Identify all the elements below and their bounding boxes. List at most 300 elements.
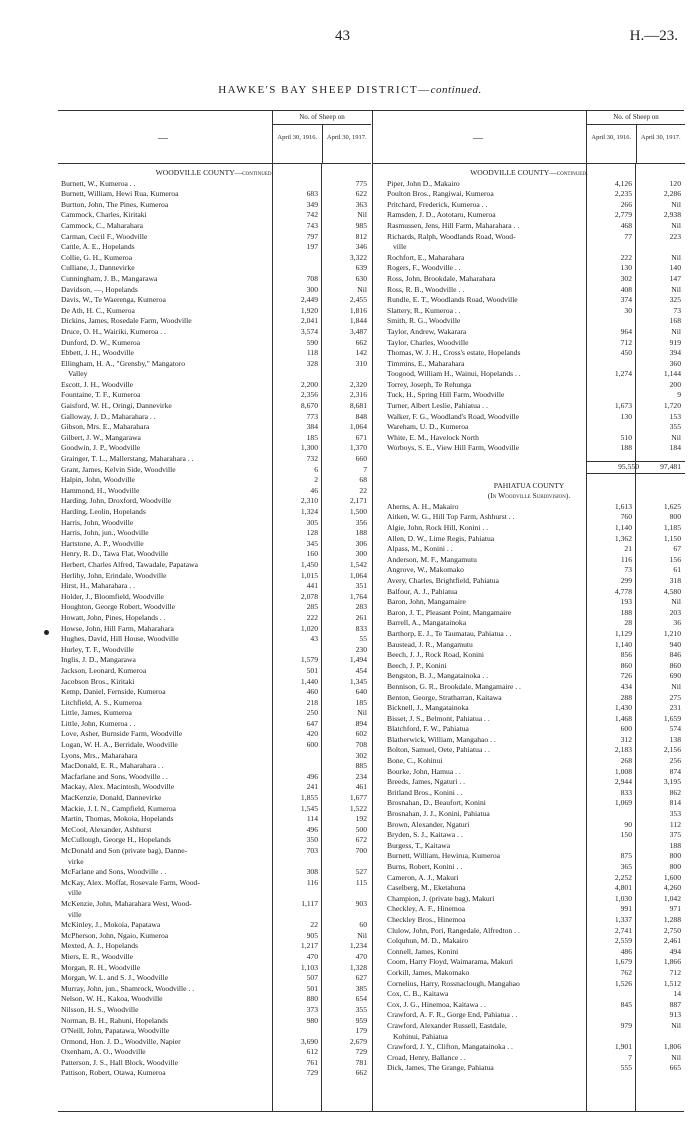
sheep-1917: 375 xyxy=(669,830,681,840)
table-row xyxy=(373,1032,685,1043)
owner-name: Pritchard, Frederick, Kumeroa . . xyxy=(387,199,488,209)
sheep-1916: 468 xyxy=(620,220,632,230)
page-title xyxy=(0,84,700,96)
sheep-1916: 773 xyxy=(306,411,318,421)
owner-name: Aherns, A. H., Makairo xyxy=(387,501,459,511)
sheep-1917: 887 xyxy=(669,999,681,1009)
owner-name: Croad, Henry, Ballance . . xyxy=(387,1052,466,1062)
owner-name: McPherson, John, Ngaio, Kumeroa xyxy=(61,930,169,940)
right-column xyxy=(372,111,685,1111)
sheep-1916: 130 xyxy=(620,263,632,273)
table-row xyxy=(373,327,685,338)
sheep-count-header xyxy=(586,111,685,163)
sheep-1916: 241 xyxy=(306,782,318,792)
sheep-1916: 285 xyxy=(306,602,318,612)
sheep-1917: 1,370 xyxy=(349,443,367,453)
sheep-1916 xyxy=(273,179,322,190)
table-row xyxy=(373,253,685,264)
sheep-1917: 318 xyxy=(669,575,681,585)
sheep-1917: 147 xyxy=(669,273,681,283)
sheep-1916: 1,337 xyxy=(614,914,632,924)
sheep-1916: 21 xyxy=(624,544,632,554)
owner-name: Caselberg, M., Eketahuna xyxy=(387,883,466,893)
owner-name: Escott, J. H., Woodville xyxy=(61,379,134,389)
sheep-1916 xyxy=(273,263,322,274)
table-row xyxy=(58,624,371,635)
sheep-1917: 903 xyxy=(355,898,367,908)
sheep-1916: 434 xyxy=(620,681,632,691)
margin-dot xyxy=(44,630,49,635)
sheep-1917: 639 xyxy=(355,263,367,273)
sheep-1916: 2,078 xyxy=(300,591,318,601)
sheep-1916: 3,690 xyxy=(300,1036,318,1046)
table-row xyxy=(58,390,371,401)
sheep-1917: Nil xyxy=(671,284,681,294)
sheep-1916: 845 xyxy=(620,999,632,1009)
title-continued: continued. xyxy=(430,84,482,96)
table-row xyxy=(58,963,371,974)
sheep-1916: 979 xyxy=(620,1020,632,1030)
sheep-1917: 913 xyxy=(669,1010,681,1020)
owner-name: Burns, Robert, Konini . . xyxy=(387,862,463,871)
owner-name: Dick, James, The Grange, Pahiatua xyxy=(387,1063,494,1073)
col-1917-header: April 30, 1917. xyxy=(636,125,686,163)
sheep-1916 xyxy=(587,841,636,852)
sheep-1916: 1,217 xyxy=(300,941,318,951)
table-row xyxy=(373,1042,685,1053)
sheep-1917: 184 xyxy=(669,443,681,453)
sheep-1916: 856 xyxy=(620,650,632,660)
table-row xyxy=(58,740,371,751)
table-row xyxy=(58,422,371,433)
table-row xyxy=(58,539,371,550)
sheep-1916 xyxy=(587,809,636,820)
sheep-1917: 4,580 xyxy=(663,586,681,596)
table-row xyxy=(373,274,685,285)
sheep-1917: 2,156 xyxy=(663,745,681,755)
table-row xyxy=(58,761,371,772)
table-row xyxy=(58,581,371,592)
sheep-1916: 1,855 xyxy=(300,793,318,803)
sheep-1916: 991 xyxy=(620,904,632,914)
owner-name: Bicknell, J., Mangatainoka xyxy=(387,703,469,713)
header-dash: — xyxy=(158,133,168,144)
owner-name: Holder, J., Bloomfield, Woodville xyxy=(61,591,164,601)
sheep-1917: 346 xyxy=(355,242,367,252)
owner-name: Cornelius, Harry, Rossnaclough, Mangahao xyxy=(387,978,520,988)
sheep-1916: 1,300 xyxy=(300,443,318,453)
sheep-1917: 385 xyxy=(355,983,367,993)
owner-name: Slattery, R., Kumeroa . . xyxy=(387,305,461,315)
section-title: WOODVILLE COUNTY—continued. xyxy=(155,168,274,177)
owner-name: Bengston, B. J., Mangatainoka . . xyxy=(387,671,489,681)
sheep-1917: 394 xyxy=(669,348,681,358)
table-row xyxy=(373,862,685,873)
sheep-1916: 880 xyxy=(306,994,318,1004)
sheep-1916: 501 xyxy=(306,665,318,675)
sheep-1917: 140 xyxy=(669,263,681,273)
owner-name: Hirst, H., Maharahara . . xyxy=(61,581,136,591)
sheep-1916: 1,430 xyxy=(614,703,632,713)
sheep-1917: 454 xyxy=(355,665,367,675)
sheep-1917: 306 xyxy=(355,538,367,548)
owner-name: McCullough, George H., Hopelands xyxy=(61,835,171,845)
sheep-1916: 1,468 xyxy=(614,713,632,723)
owner-name: Logan, W. H. A., Berridale, Woodville xyxy=(61,740,178,750)
section-title: WOODVILLE COUNTY—continued. xyxy=(470,168,588,177)
table-row xyxy=(373,285,685,296)
table-row xyxy=(373,724,685,735)
sheep-1916: 2,041 xyxy=(300,316,318,326)
table-row xyxy=(58,443,371,454)
owner-name: Burnett, W., Kumeroa . . xyxy=(61,178,136,188)
table-row xyxy=(58,613,371,624)
owner-name: Smith, R. G., Woodville xyxy=(387,316,461,326)
sheep-1917: 862 xyxy=(669,787,681,797)
table-row xyxy=(373,565,685,576)
sheep-1917: 671 xyxy=(355,432,367,442)
sheep-1916: 460 xyxy=(306,687,318,697)
owner-name: Culliane, J., Dannevirke xyxy=(61,263,135,273)
sheep-1916: 1,015 xyxy=(300,570,318,580)
owner-name: Beech, J. P., Konini xyxy=(387,660,447,670)
sheep-1916: 365 xyxy=(620,862,632,871)
left-rows xyxy=(58,164,371,1079)
owner-name: McKenzie, John, Maharahara West, Wood- xyxy=(61,898,192,908)
table-row xyxy=(58,825,371,836)
sheep-1916: 600 xyxy=(620,724,632,734)
sheep-1917: 662 xyxy=(355,1068,367,1078)
sheep-1917 xyxy=(322,910,371,921)
owner-name: Algie, John, Rock Hill, Konini . . xyxy=(387,523,489,532)
sheep-1916: 726 xyxy=(620,671,632,681)
table-row xyxy=(58,475,371,486)
sheep-1916: 266 xyxy=(620,199,632,209)
table-row xyxy=(58,772,371,783)
owner-name: Wareham, U. D., Kumeroa xyxy=(387,422,469,432)
sheep-1917: 275 xyxy=(669,692,681,702)
table-row xyxy=(58,751,371,762)
sheep-1917: 1,806 xyxy=(663,1042,681,1052)
sheep-1917: 574 xyxy=(669,724,681,734)
sheep-1917: 22 xyxy=(359,485,367,495)
owner-name: Harding, Leolin, Hopelands xyxy=(61,507,146,516)
sheep-1917: 168 xyxy=(669,316,681,326)
sheep-1917: 355 xyxy=(669,422,681,432)
sheep-1916: 305 xyxy=(306,517,318,527)
sheep-1917 xyxy=(636,242,685,253)
owner-name: Clulow, John, Pori, Rangedale, Alfredton . . xyxy=(387,925,520,935)
table-row xyxy=(373,544,685,555)
owner-name: Jacobson Bros., Kiritaki xyxy=(61,676,135,686)
section-heading xyxy=(373,168,685,179)
sheep-1917: 660 xyxy=(355,454,367,464)
sheep-1917: 814 xyxy=(669,798,681,808)
owner-name: Tuck, H., Spring Hill Farm, Woodville xyxy=(387,390,505,400)
sheep-1916: 1,901 xyxy=(614,1042,632,1052)
sheep-1916 xyxy=(273,369,322,380)
sheep-1916 xyxy=(587,390,636,401)
sheep-count-header xyxy=(272,111,371,163)
owner-name: Avery, Charles, Brightfield, Pahiatua xyxy=(387,575,499,585)
table-row xyxy=(373,1063,685,1074)
sheep-1916: 420 xyxy=(306,729,318,739)
sheep-1916: 1,020 xyxy=(300,623,318,633)
table-row xyxy=(373,189,685,200)
owner-name: Davis, W., Te Waerenga, Kumeroa xyxy=(61,295,166,305)
sheep-1916 xyxy=(587,1010,636,1021)
owner-name: Crawford, Alexander Russell, Eastdale, xyxy=(387,1020,507,1030)
table-row xyxy=(58,433,371,444)
table-row xyxy=(58,729,371,740)
group-caption: No. of Sheep on xyxy=(587,111,685,125)
sheep-1917: 1,764 xyxy=(349,591,367,601)
right-table-header xyxy=(373,111,685,164)
section-heading xyxy=(373,481,685,492)
sheep-1916: 2,559 xyxy=(614,936,632,946)
owner-name: Mexted, A. J., Hopelands xyxy=(61,941,138,951)
sheep-1916: 116 xyxy=(620,554,632,564)
table-row xyxy=(58,263,371,274)
table-row xyxy=(373,915,685,926)
sheep-1917: 200 xyxy=(669,379,681,389)
sheep-1916: 312 xyxy=(620,734,632,744)
owner-name: Halpin, John, Woodville xyxy=(61,475,135,485)
sheep-1917: 848 xyxy=(355,411,367,421)
sheep-1916: 4,778 xyxy=(614,586,632,596)
owner-name: Allen, D. W., Lime Regis, Pahiatua xyxy=(387,533,495,543)
sheep-1917: 1,625 xyxy=(663,501,681,511)
table-row xyxy=(373,989,685,1000)
sheep-1916: 300 xyxy=(306,284,318,294)
owner-name: Macfarlane and Sons, Woodville . . xyxy=(61,771,168,781)
sheep-1916: 555 xyxy=(620,1063,632,1073)
sheep-1917: 690 xyxy=(669,671,681,681)
sheep-1916: 729 xyxy=(306,1068,318,1078)
sheep-1917: 500 xyxy=(355,824,367,834)
sheep-1916: 250 xyxy=(306,708,318,718)
owner-name: Balfour, A. J., Pahiatua xyxy=(387,586,458,596)
owner-name: Collie, G. H., Kumeroa xyxy=(61,252,133,262)
sheep-1916: 1,324 xyxy=(300,507,318,516)
table-row xyxy=(58,295,371,306)
table-row xyxy=(58,549,371,560)
sheep-1916: 1,920 xyxy=(300,305,318,315)
right-rows xyxy=(373,164,685,1074)
sheep-1916: 761 xyxy=(306,1057,318,1067)
table-row xyxy=(373,200,685,211)
sheep-1916: 90 xyxy=(624,819,632,829)
sheep-1917: 1,328 xyxy=(349,962,367,972)
owner-name: Mackie, J. I. N., Campfield, Kumeroa xyxy=(61,803,176,813)
sheep-1917: 138 xyxy=(669,734,681,744)
owner-name xyxy=(587,462,601,473)
table-row xyxy=(373,401,685,412)
owner-name: Crawford, J. Y., Clifton, Mangatainoka . . xyxy=(387,1042,513,1052)
sheep-1916: 2,741 xyxy=(614,925,632,935)
section-heading xyxy=(58,168,371,179)
table-row xyxy=(58,210,371,221)
owner-name: Baustead, J. R., Mangamutu xyxy=(387,639,473,649)
section-title: (In Woodville Subdivision). xyxy=(487,491,571,501)
sheep-1916: 1,450 xyxy=(300,559,318,569)
sheep-1916: 510 xyxy=(620,432,632,442)
owner-name: Rasmussen, Jens, Hill Farm, Maharahara . . xyxy=(387,220,520,230)
sheep-1916 xyxy=(587,380,636,391)
table-row xyxy=(373,221,685,232)
owner-name: Herlihy, John, Erindale, Woodville xyxy=(61,570,167,580)
owner-name: Ebbett, J. H., Woodville xyxy=(61,348,134,358)
owner-name: Lyons, Mrs., Maharahara xyxy=(61,750,138,760)
sheep-1916: 218 xyxy=(306,697,318,707)
table-row xyxy=(58,412,371,423)
table-row xyxy=(373,295,685,306)
sheep-1916: 450 xyxy=(620,348,632,358)
table-row xyxy=(58,496,371,507)
owner-name: Pattison, Robert, Otawa, Kumeroa xyxy=(61,1068,166,1078)
sheep-owners-table xyxy=(58,110,684,1112)
sheep-1916: 4,801 xyxy=(614,883,632,893)
sheep-1916: 1,103 xyxy=(300,962,318,972)
sheep-1916 xyxy=(273,253,322,264)
table-row xyxy=(58,973,371,984)
spacer xyxy=(373,454,685,461)
sheep-1917: 1,210 xyxy=(663,628,681,638)
sheep-1916: 8,670 xyxy=(300,401,318,411)
sheep-1916: 2,944 xyxy=(614,777,632,787)
sheep-1917: 470 xyxy=(355,951,367,961)
sheep-1916: 30 xyxy=(624,305,632,315)
owner-name: McDonald and Son (private bag), Danne- xyxy=(61,846,188,855)
table-row xyxy=(58,571,371,582)
sheep-1916: 760 xyxy=(620,512,632,522)
left-table-header xyxy=(58,111,371,164)
owner-name: Brosnahan, J. J., Konini, Pahiatua xyxy=(387,809,490,819)
table-row xyxy=(58,1047,371,1058)
owner-name: Ramsden, J. D., Aototaru, Kumeroa xyxy=(387,210,496,220)
sheep-1916: 703 xyxy=(306,846,318,855)
table-row xyxy=(58,804,371,815)
owner-name: Breeds, James, Ngaturi . . xyxy=(387,777,466,787)
owner-name: Carman, Cecil F., Woodville xyxy=(61,231,148,241)
table-row xyxy=(373,1000,685,1011)
sheep-1917: 622 xyxy=(355,189,367,199)
owner-name: Turner, Albert Leslie, Pahiatua . . xyxy=(387,401,488,411)
sheep-1917: Nil xyxy=(671,432,681,442)
page-number: 43 xyxy=(335,28,350,44)
table-row xyxy=(58,1026,371,1037)
table-row xyxy=(373,957,685,968)
sheep-1916: 1,117 xyxy=(301,898,318,908)
sheep-1917: 351 xyxy=(355,581,367,591)
owner-name: Poulton Bros., Rangiwai, Kumeroa xyxy=(387,189,494,199)
table-row xyxy=(58,952,371,963)
sheep-1917: 959 xyxy=(355,1015,367,1025)
owner-name: Worboys, S. E., View Hill Farm, Woodville xyxy=(387,443,519,453)
owner-name: Harris, John, jun., Woodville xyxy=(61,528,149,538)
sheep-1917: 230 xyxy=(355,644,367,654)
sheep-1916: 3,574 xyxy=(300,326,318,336)
sheep-1916: 43 xyxy=(310,634,318,644)
table-row xyxy=(373,640,685,651)
owner-name: ville xyxy=(68,909,82,919)
owner-name: Blatchford, F. W., Pahiatua xyxy=(387,724,469,734)
sheep-1917: 662 xyxy=(355,337,367,347)
sheep-1917: 919 xyxy=(669,337,681,347)
table-row xyxy=(58,359,371,370)
table-row xyxy=(373,587,685,598)
owner-name: Taylor, Charles, Woodville xyxy=(387,337,469,347)
col-1916-header: April 30, 1916. xyxy=(277,134,318,141)
table-row xyxy=(373,306,685,317)
sheep-1916: 95,550 xyxy=(618,462,639,472)
owner-name: Harding, John, Droxford, Woodville xyxy=(61,496,172,506)
sheep-1917: 8,681 xyxy=(349,401,367,411)
owner-name: Burgess, T., Kaitawa xyxy=(387,840,451,850)
table-row xyxy=(373,338,685,349)
owner-name: Hurley, T. F., Woodville xyxy=(61,644,134,654)
sheep-1916: 712 xyxy=(620,337,632,347)
sheep-1917: 156 xyxy=(669,554,681,564)
sheep-1916: 732 xyxy=(306,454,318,464)
sheep-1917: 325 xyxy=(669,295,681,305)
document-reference: H.—23. xyxy=(629,28,678,44)
sheep-1916: 507 xyxy=(306,973,318,983)
owner-name: Toogood, William H., Wainui, Hopelands . . xyxy=(387,369,521,379)
owner-name: Baron, John, Mangamaire xyxy=(387,597,466,607)
sheep-1916: 160 xyxy=(306,549,318,559)
sheep-1916: 28 xyxy=(624,618,632,628)
sheep-1916: 185 xyxy=(306,432,318,442)
table-row xyxy=(373,523,685,534)
sheep-1917: 812 xyxy=(355,231,367,241)
table-row xyxy=(58,677,371,688)
sheep-1917: 781 xyxy=(355,1057,367,1067)
sheep-1916: 2,449 xyxy=(300,295,318,305)
sheep-1917: Nil xyxy=(357,284,367,294)
section-title: PAHIATUA COUNTY xyxy=(493,480,565,490)
sheep-1916: 964 xyxy=(620,326,632,336)
sheep-1917: 360 xyxy=(669,358,681,368)
owner-name: Burtton, John, The Pines, Kumeroa xyxy=(61,199,169,209)
sheep-1916: 762 xyxy=(620,967,632,977)
sheep-1917: 3,487 xyxy=(349,326,367,336)
table-row xyxy=(373,767,685,778)
sheep-1916 xyxy=(273,751,322,762)
table-row xyxy=(373,359,685,370)
right-table-body xyxy=(373,164,685,1111)
owner-name: Ross, R. B., Woodville . . xyxy=(387,284,465,294)
sheep-1916: 486 xyxy=(620,946,632,956)
sheep-1916: 197 xyxy=(306,242,318,252)
sheep-1917: 60 xyxy=(359,920,367,930)
table-row xyxy=(58,645,371,656)
sheep-1916: 1,362 xyxy=(614,533,632,543)
sheep-1916: 1,069 xyxy=(614,798,632,808)
owner-name: Jackson, Leonard, Kumeroa xyxy=(61,665,147,675)
table-row xyxy=(373,502,685,513)
sheep-1917: 55 xyxy=(359,634,367,644)
table-row xyxy=(58,592,371,603)
sheep-1917: 894 xyxy=(355,718,367,728)
sheep-1917: 223 xyxy=(669,231,681,241)
sheep-1916: 980 xyxy=(306,1015,318,1025)
sheep-1917: 283 xyxy=(355,602,367,612)
owner-name: Barrell, A., Mangatainoka xyxy=(387,618,467,628)
sheep-1917: 800 xyxy=(669,851,681,861)
table-row xyxy=(58,698,371,709)
owner-name: Martin, Thomas, Mokoia, Hopelands xyxy=(61,814,174,824)
